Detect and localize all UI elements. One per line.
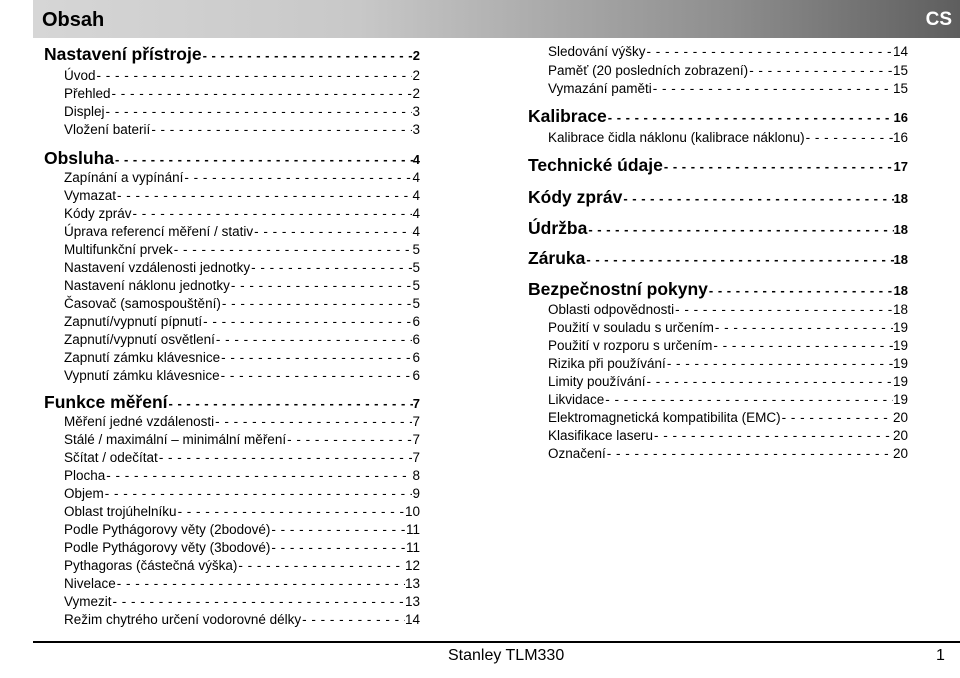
- dot-leader: [104, 486, 413, 501]
- toc-entry: [528, 81, 908, 96]
- dot-leader: [805, 130, 893, 145]
- toc-page-number: 11: [405, 522, 420, 537]
- toc-page-number: 20: [892, 428, 908, 443]
- toc-page-number: 4: [412, 170, 420, 185]
- toc-entry-title: Sčítat / odečítat: [64, 450, 158, 465]
- dot-leader: [606, 446, 893, 461]
- toc-page-number: 11: [405, 540, 420, 555]
- toc-page-number: 16: [892, 130, 908, 145]
- dot-leader: [714, 320, 893, 335]
- toc-entry: [44, 206, 420, 221]
- dot-leader: [270, 540, 406, 555]
- dot-leader: [748, 63, 893, 78]
- toc-entry-title: Likvidace: [548, 392, 605, 407]
- toc-entry: [528, 410, 908, 425]
- toc-entry-title: Vypnutí zámku klávesnice: [64, 368, 220, 383]
- dot-leader: [653, 428, 893, 443]
- toc-entry-title: Úprava referencí měření / stativ: [64, 224, 254, 239]
- toc-entry: [44, 278, 420, 293]
- toc-entry: [528, 374, 908, 389]
- toc-entry-title: Údržba: [528, 218, 588, 238]
- toc-page-number: 5: [412, 260, 420, 275]
- toc-entry-title: Paměť (20 posledních zobrazení): [548, 63, 749, 78]
- toc-entry: [44, 68, 420, 83]
- toc-page-number: 7: [412, 450, 420, 465]
- toc-entry-title: Sledování výšky: [548, 44, 646, 59]
- dot-leader: [150, 122, 412, 137]
- toc-page-number: 6: [412, 368, 420, 383]
- dot-leader: [270, 522, 406, 537]
- dot-leader: [301, 612, 405, 627]
- toc-page-number: 7: [412, 414, 420, 429]
- toc-page-number: 3: [412, 122, 420, 137]
- toc-section: [528, 187, 908, 208]
- toc-entry: [44, 332, 420, 347]
- toc-entry-title: Zapnutí/vypnutí pípnutí: [64, 314, 203, 329]
- toc-section: [528, 218, 908, 239]
- toc-page-number: 9: [412, 486, 420, 501]
- toc-entry: [44, 86, 420, 101]
- toc-entry-title: Stálé / maximální – minimální měření: [64, 432, 287, 447]
- dot-leader: [114, 152, 413, 167]
- toc-entry: [528, 44, 908, 59]
- toc-page-number: 16: [893, 110, 908, 125]
- toc-entry-title: Měření jedné vzdálenosti: [64, 414, 215, 429]
- toc-entry-title: Použití v rozporu s určením: [548, 338, 713, 353]
- toc-entry: [528, 338, 908, 353]
- toc-page-number: 18: [892, 302, 908, 317]
- toc-page-number: 19: [892, 320, 908, 335]
- toc-entry-title: Nastavení přístroje: [44, 44, 202, 64]
- toc-entry-title: Bezpečnostní pokyny: [528, 279, 708, 299]
- dot-leader: [96, 68, 413, 83]
- toc-entry-title: Vymazání paměti: [548, 81, 652, 96]
- toc-section: [44, 148, 420, 169]
- dot-leader: [220, 368, 413, 383]
- footer-page-number: 1: [936, 647, 945, 664]
- toc-entry-title: Režim chytrého určení vodorovné délky: [64, 612, 302, 627]
- toc-page-number: 18: [893, 191, 908, 206]
- dot-leader: [168, 396, 413, 411]
- toc-entry: [44, 486, 420, 501]
- toc-page-number: 12: [404, 558, 420, 573]
- toc-entry-title: Kódy zpráv: [64, 206, 132, 221]
- dot-leader: [646, 374, 893, 389]
- toc-entry: [44, 558, 420, 573]
- toc-entry-title: Podle Pythágorovy věty (3bodové): [64, 540, 271, 555]
- toc-page-number: 15: [892, 63, 908, 78]
- toc-entry: [44, 468, 420, 483]
- toc-entry-title: Označení: [548, 446, 606, 461]
- toc-entry-title: Plocha: [64, 468, 106, 483]
- toc-section: [528, 279, 908, 300]
- toc-page-number: 2: [412, 68, 420, 83]
- dot-leader: [585, 252, 893, 267]
- dot-leader: [250, 260, 412, 275]
- toc-entry-title: Elektromagnetická kompatibilita (EMC): [548, 410, 781, 425]
- toc-entry: [44, 350, 420, 365]
- toc-entry-title: Kalibrace: [528, 106, 607, 126]
- toc-section: [528, 248, 908, 269]
- toc-entry-title: Podle Pythágorovy věty (2bodové): [64, 522, 271, 537]
- toc-page-number: 8: [412, 468, 420, 483]
- toc-entry: [528, 63, 908, 78]
- dot-leader: [173, 242, 413, 257]
- toc-entry: [44, 122, 420, 137]
- dot-leader: [158, 450, 413, 465]
- toc-entry: [44, 170, 420, 185]
- toc-page-number: 13: [404, 576, 420, 591]
- toc-entry: [44, 242, 420, 257]
- toc-page-number: 5: [412, 296, 420, 311]
- dot-leader: [646, 44, 893, 59]
- toc-entry: [44, 522, 420, 537]
- toc-entry-title: Časovač (samospouštění): [64, 296, 221, 311]
- dot-leader: [652, 81, 893, 96]
- toc-entry-title: Použití v souladu s určením: [548, 320, 714, 335]
- toc-entry: [528, 302, 908, 317]
- toc-entry: [528, 320, 908, 335]
- toc-entry-title: Zapnutí zámku klávesnice: [64, 350, 221, 365]
- toc-entry-title: Kalibrace čidla náklonu (kalibrace náklonu): [548, 130, 805, 145]
- toc-section: [528, 106, 908, 127]
- toc-section: [528, 155, 908, 176]
- toc-entry: [44, 314, 420, 329]
- toc-entry-title: Limity používání: [548, 374, 646, 389]
- dot-leader: [587, 222, 893, 237]
- toc-page-number: 14: [404, 612, 420, 627]
- toc-entry-title: Klasifikace laseru: [548, 428, 654, 443]
- toc-entry-title: Pythagoras (částečná výška): [64, 558, 238, 573]
- toc-entry: [44, 368, 420, 383]
- toc-entry: [44, 504, 420, 519]
- toc-entry-title: Přehled: [64, 86, 111, 101]
- toc-page-number: 6: [412, 350, 420, 365]
- dot-leader: [220, 350, 412, 365]
- toc-entry-title: Nastavení vzdálenosti jednotky: [64, 260, 251, 275]
- dot-leader: [132, 206, 413, 221]
- toc-page-number: 10: [404, 504, 420, 519]
- toc-page-number: 17: [893, 159, 908, 174]
- toc-entry: [528, 392, 908, 407]
- dot-leader: [230, 278, 413, 293]
- toc-entry: [528, 446, 908, 461]
- toc-entry: [44, 188, 420, 203]
- dot-leader: [116, 188, 412, 203]
- toc-page-number: 20: [892, 410, 908, 425]
- dot-leader: [116, 576, 405, 591]
- dot-leader: [202, 48, 413, 63]
- toc-entry-title: Obsluha: [44, 148, 115, 168]
- dot-leader: [214, 414, 412, 429]
- toc-entry: [528, 356, 908, 371]
- toc-page-number: 2: [412, 86, 420, 101]
- toc-entry-title: Kódy zpráv: [528, 187, 623, 207]
- toc-entry: [44, 104, 420, 119]
- toc-entry-title: Vymazat: [64, 188, 117, 203]
- toc-page-number: 4: [412, 206, 420, 221]
- toc-entry-title: Nastavení náklonu jednotky: [64, 278, 230, 293]
- toc-entry: [44, 540, 420, 555]
- toc-entry-title: Funkce měření: [44, 392, 168, 412]
- toc-page-number: 2: [412, 48, 420, 63]
- toc-entry: [44, 224, 420, 239]
- dot-leader: [105, 468, 412, 483]
- toc-section: [44, 44, 420, 65]
- toc-entry-title: Technické údaje: [528, 155, 663, 175]
- toc-entry-title: Displej: [64, 104, 105, 119]
- page-title: Obsah: [42, 9, 105, 31]
- footer-divider: [33, 641, 960, 643]
- toc-entry: [44, 414, 420, 429]
- toc-entry: [528, 428, 908, 443]
- toc-page-number: 18: [893, 222, 908, 237]
- dot-leader: [781, 410, 893, 425]
- toc-page-number: 6: [412, 332, 420, 347]
- header-bar: [33, 0, 960, 38]
- toc-page-number: 7: [412, 396, 420, 411]
- toc-page-number: 13: [404, 594, 420, 609]
- dot-leader: [221, 296, 413, 311]
- toc-entry-title: Oblasti odpovědnosti: [548, 302, 675, 317]
- dot-leader: [111, 86, 413, 101]
- toc-page-number: 20: [892, 446, 908, 461]
- dot-leader: [604, 392, 893, 407]
- dot-leader: [666, 356, 893, 371]
- toc-page-number: 19: [892, 338, 908, 353]
- toc-page-number: 5: [412, 278, 420, 293]
- toc-entry-title: Vymezit: [64, 594, 112, 609]
- toc-entry-title: Objem: [64, 486, 104, 501]
- toc-page-number: 3: [412, 104, 420, 119]
- toc-page-number: 15: [892, 81, 908, 96]
- toc-entry-title: Rizika při používání: [548, 356, 666, 371]
- toc-page-number: 14: [892, 44, 908, 59]
- toc-entry: [528, 130, 908, 145]
- dot-leader: [237, 558, 405, 573]
- toc-page-number: 4: [412, 188, 420, 203]
- toc-page-number: 7: [412, 432, 420, 447]
- toc-entry-title: Multifunkční prvek: [64, 242, 173, 257]
- footer-product-name: Stanley TLM330: [448, 647, 565, 664]
- toc-page-number: 19: [892, 392, 908, 407]
- toc-entry: [44, 594, 420, 609]
- dot-leader: [112, 594, 405, 609]
- toc-entry: [44, 260, 420, 275]
- toc-page-number: 18: [893, 283, 908, 298]
- dot-leader: [622, 191, 893, 206]
- toc-page-number: 19: [892, 374, 908, 389]
- dot-leader: [215, 332, 413, 347]
- dot-leader: [708, 283, 894, 298]
- toc-page-number: 6: [412, 314, 420, 329]
- dot-leader: [177, 504, 405, 519]
- toc-entry: [44, 432, 420, 447]
- toc-entry-title: Zapínání a vypínání: [64, 170, 184, 185]
- toc-page-number: 4: [412, 224, 420, 239]
- toc-page-number: 19: [892, 356, 908, 371]
- toc-page-number: 4: [412, 152, 420, 167]
- dot-leader: [674, 302, 893, 317]
- toc-entry-title: Úvod: [64, 68, 96, 83]
- toc-page-number: 5: [412, 242, 420, 257]
- language-code: CS: [925, 9, 952, 30]
- dot-leader: [202, 314, 412, 329]
- toc-entry: [44, 576, 420, 591]
- dot-leader: [286, 432, 412, 447]
- toc-entry: [44, 450, 420, 465]
- toc-entry-title: Nivelace: [64, 576, 116, 591]
- toc-entry-title: Oblast trojúhelníku: [64, 504, 177, 519]
- dot-leader: [253, 224, 412, 239]
- dot-leader: [712, 338, 893, 353]
- dot-leader: [105, 104, 413, 119]
- toc-entry-title: Záruka: [528, 248, 586, 268]
- toc-page-number: 18: [893, 252, 908, 267]
- dot-leader: [663, 159, 894, 174]
- toc-entry-title: Vložení baterií: [64, 122, 151, 137]
- toc-entry: [44, 296, 420, 311]
- toc-entry: [44, 612, 420, 627]
- dot-leader: [607, 110, 894, 125]
- toc-entry-title: Zapnutí/vypnutí osvětlení: [64, 332, 215, 347]
- toc-section: [44, 392, 420, 413]
- dot-leader: [183, 170, 412, 185]
